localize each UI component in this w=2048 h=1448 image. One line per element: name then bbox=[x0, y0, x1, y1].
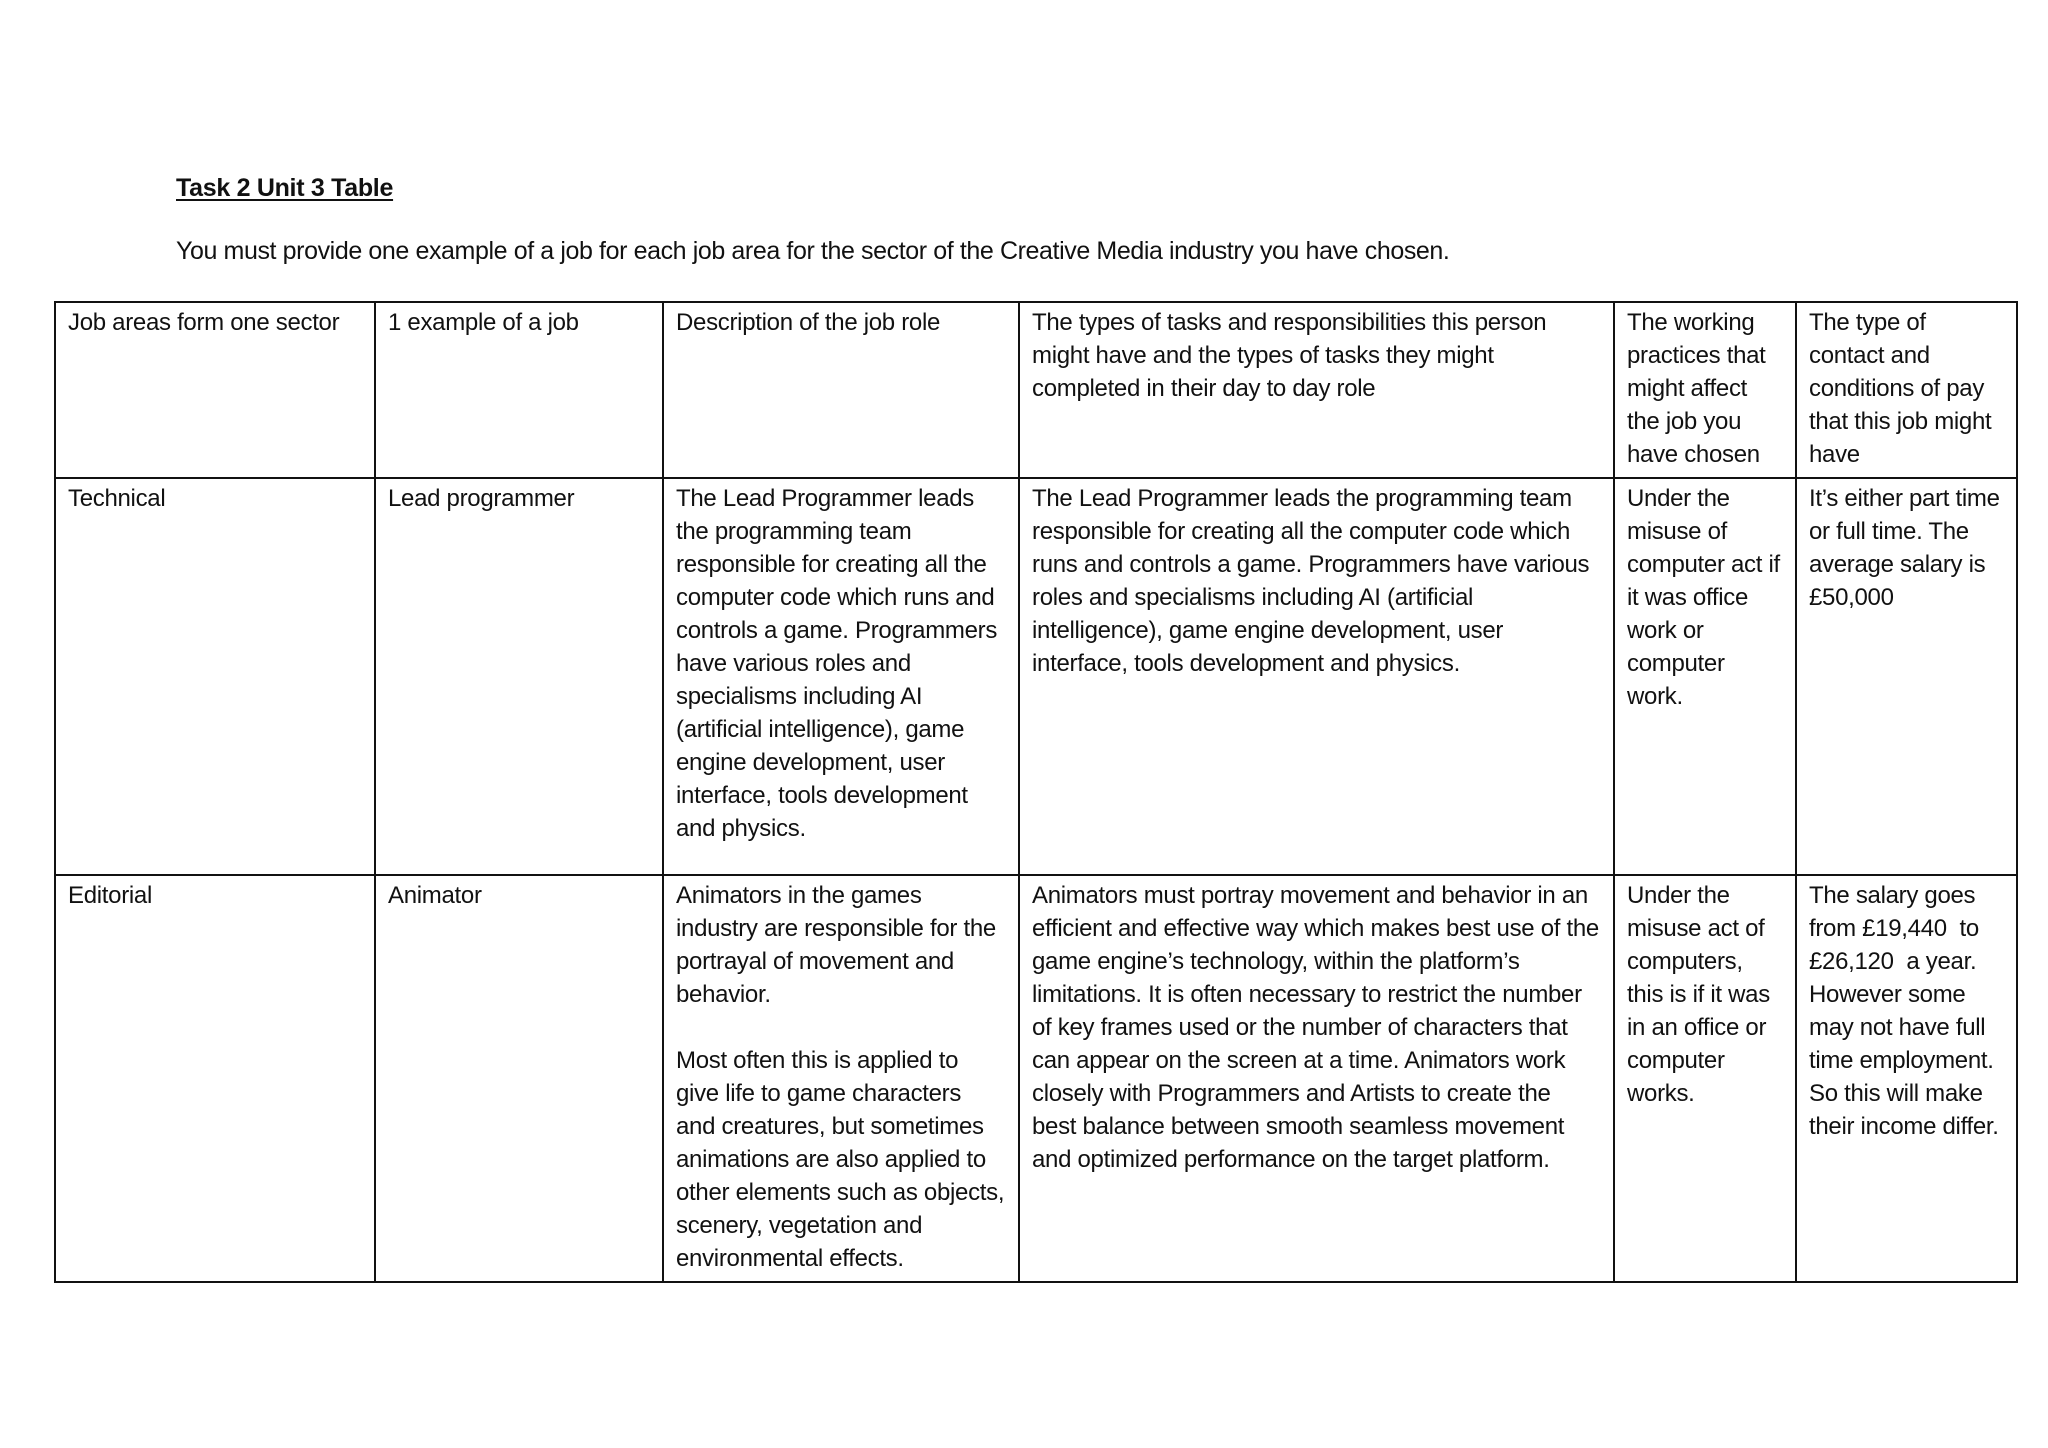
cell-tasks: Animators must portray movement and behavior in an efficient and effective way which makes best use of the game engine’s technology, within the platform’s limitations. It is often necessary to restrict the number of key frames used or the number of characters that can appear on the screen at a time. Animators work closely with Programmers and Artists to create the best balance between smooth seamless movement and optimized performance on the target platform. bbox=[1019, 875, 1614, 1282]
instruction-text: You must provide one example of a job for each job area for the sector of the Creative Media industry you have chosen. bbox=[176, 237, 1450, 265]
header-cell-tasks: The types of tasks and responsibilities this person might have and the types of tasks they might completed in their day to day role bbox=[1019, 302, 1614, 478]
cell-description: Animators in the games industry are responsible for the portrayal of movement and behavior. Most often this is applied to give life to game characters and creatures, but sometimes animations are also applied to other elements such as objects, scenery, vegetation and environmental effects. bbox=[663, 875, 1019, 1282]
header-cell-example-job: 1 example of a job bbox=[375, 302, 663, 478]
header-cell-working-practices: The working practices that might affect the job you have chosen bbox=[1614, 302, 1796, 478]
cell-pay-conditions: It’s either part time or full time. The average salary is £50,000 bbox=[1796, 478, 2017, 875]
cell-example-job: Animator bbox=[375, 875, 663, 1282]
header-cell-pay-conditions: The type of contact and conditions of pay that this job might have bbox=[1796, 302, 2017, 478]
cell-pay-conditions: The salary goes from £19,440 to £26,120 a year. However some may not have full time employment. So this will make their income differ. bbox=[1796, 875, 2017, 1282]
cell-description: The Lead Programmer leads the programming team responsible for creating all the computer code which runs and controls a game. Programmers have various roles and specialisms including AI (artificial intelligence), game engine development, user interface, tools development and physics. bbox=[663, 478, 1019, 875]
cell-example-job: Lead programmer bbox=[375, 478, 663, 875]
cell-working-practices: Under the misuse act of computers, this is if it was in an office or computer works. bbox=[1614, 875, 1796, 1282]
cell-tasks: The Lead Programmer leads the programming team responsible for creating all the computer code which runs and controls a game. Programmers have various roles and specialisms including AI (artificial intelligence), game engine development, user interface, tools development and physics. bbox=[1019, 478, 1614, 875]
table-header-row bbox=[55, 302, 2017, 478]
cell-working-practices: Under the misuse of computer act if it was office work or computer work. bbox=[1614, 478, 1796, 875]
header-cell-job-areas: Job areas form one sector bbox=[55, 302, 375, 478]
document-title: Task 2 Unit 3 Table bbox=[176, 174, 394, 202]
table-row bbox=[55, 478, 2017, 875]
header-cell-description: Description of the job role bbox=[663, 302, 1019, 478]
job-areas-table bbox=[54, 301, 2018, 1283]
table-row bbox=[55, 875, 2017, 1282]
cell-job-area: Editorial bbox=[55, 875, 375, 1282]
cell-job-area: Technical bbox=[55, 478, 375, 875]
